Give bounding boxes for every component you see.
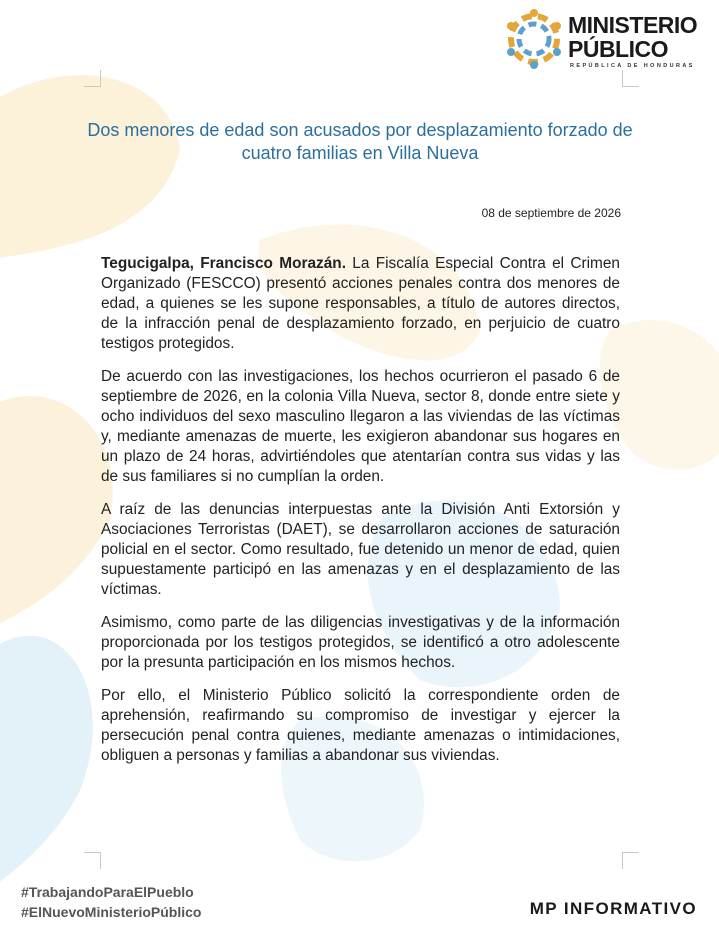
crop-mark-bottom-right (622, 852, 639, 869)
logo-subtitle: REPÚBLICA DE HONDURAS (570, 63, 695, 69)
hashtag-trabajando: #TrabajandoParaElPueblo (21, 884, 194, 900)
hashtag-nuevo-ministerio: #ElNuevoMinisterioPúblico (21, 904, 202, 920)
paragraph-3: A raíz de las denuncias interpuestas ante la División Anti Extorsión y Asociaciones Terroristas (DAET), se desarrollaron acciones de saturación policial en el sector. Como resultado, fue detenido un menor de edad, quien supuestamente participó en las amenazas y en el desplazamiento de las víctimas. (101, 501, 620, 598)
footer-hashtags (21, 882, 201, 922)
paragraph-4: Asimismo, como parte de las diligencias investigativas y de la información proporcionada por los testigos protegidos, se identificó a otro adolescente por la presunta participación en los mismos hechos. (101, 614, 620, 671)
paragraph-5: Por ello, el Ministerio Público solicitó la correspondiente orden de aprehensión, reafirmando su compromiso de investigar y ejercer la persecución penal contra quienes, mediante amenazas o intimidaciones, obliguen a personas y familias a abandonar sus viviendas. (101, 687, 620, 764)
paragraph-text: La Fiscalía Especial Contra el Crimen Organizado (FESCCO) presentó acciones penales contra dos menores de edad, a quienes se les supone responsables, a título de autores directos, de la infracción penal de desplazamiento forzado, en perjuicio de cuatro testigos protegidos. (101, 255, 620, 352)
paragraph-1 (101, 254, 620, 354)
logo-text-line2: PÚBLICO (568, 36, 668, 62)
document-date: 08 de septiembre de 2026 (481, 206, 621, 220)
mp-informativo-label: MP INFORMATIVO (529, 899, 697, 918)
logo-text-line1: MINISTERIO (568, 12, 698, 38)
people-circle-icon (502, 6, 566, 72)
paragraph-2: De acuerdo con las investigaciones, los hechos ocurrieron el pasado 6 de septiembre de 2026, en la colonia Villa Nueva, sector 8, donde entre siete y ocho individuos del sexo masculino llegaron a las viviendas de las víctimas y, mediante amenazas de muerte, les exigieron abandonar sus hogares en un plazo de 24 horas, advirtiéndoles que atentarían contra sus vidas y las de sus familiares si no cumplían la orden. (101, 368, 620, 485)
paragraph-lead: Tegucigalpa, Francisco Morazán. (101, 255, 346, 272)
document-title: Dos menores de edad son acusados por desplazamiento forzado de cuatro familias en Villa Nueva (87, 120, 633, 163)
crop-mark-top-left (84, 70, 101, 87)
document-body (101, 254, 620, 779)
ministerio-publico-logo (502, 6, 714, 76)
crop-mark-bottom-left (84, 852, 101, 869)
